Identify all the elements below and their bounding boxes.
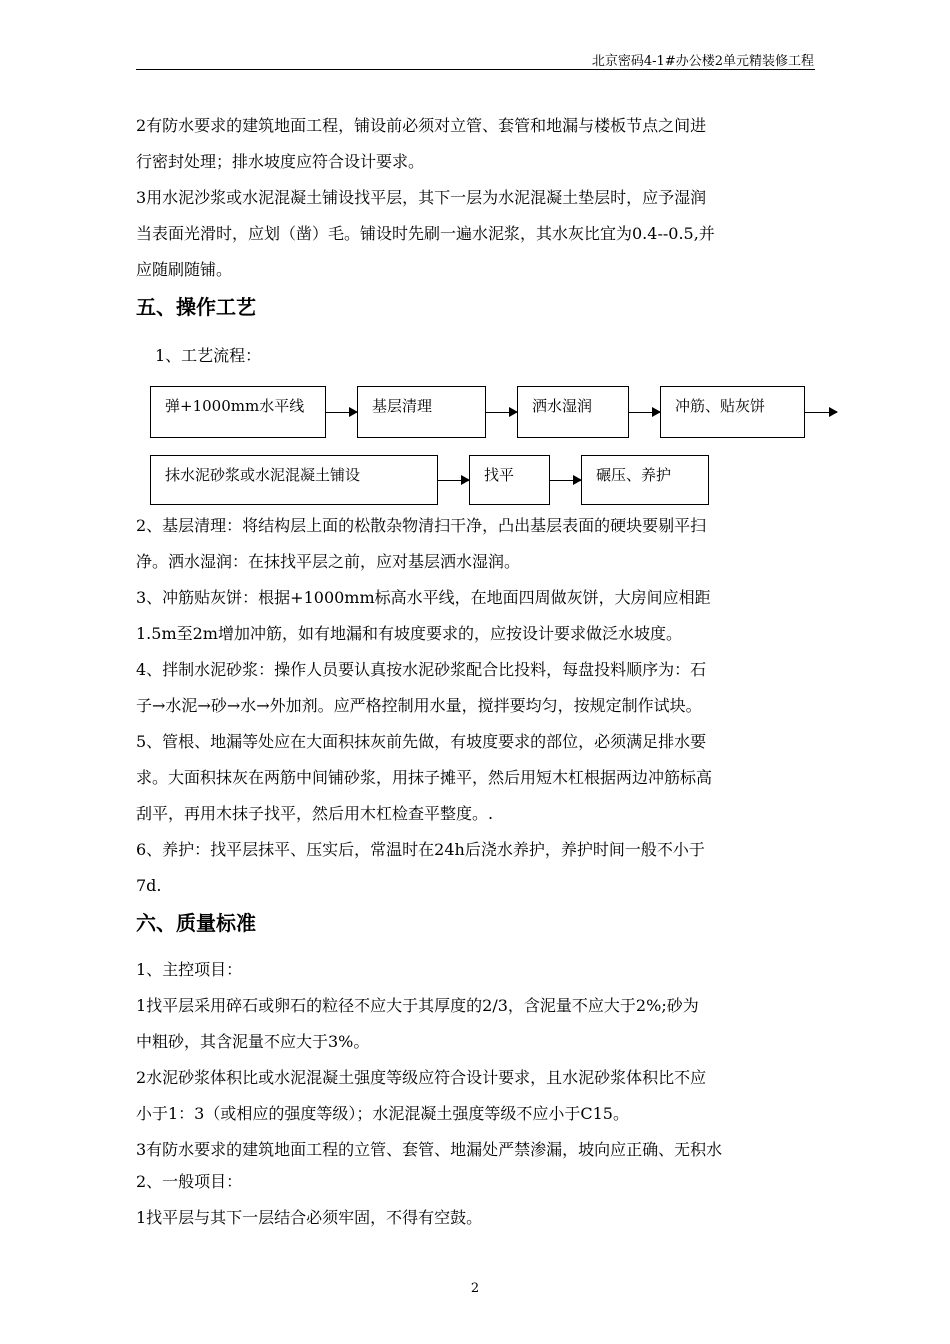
paragraph-line: 2、一般项目：: [136, 1172, 243, 1191]
section-heading-5: 五、操作工艺: [136, 295, 256, 319]
page-number: 2: [470, 1281, 480, 1296]
paragraph-line: 5、管根、地漏等处应在大面积抹灰前先做，有坡度要求的部位，必须满足排水要: [136, 732, 707, 751]
paragraph-line: 刮平，再用木抹子找平，然后用木杠检查平整度。.: [136, 804, 494, 823]
paragraph-line: 3有防水要求的建筑地面工程的立管、套管、地漏处严禁渗漏，坡向应正确、无积水: [136, 1140, 723, 1159]
paragraph-line: 子→水泥→砂→水→外加剂。应严格控制用水量，搅拌要均匀，按规定制作试块。: [136, 696, 702, 715]
paragraph-line: 2有防水要求的建筑地面工程，铺设前必须对立管、套管和地漏与楼板节点之间进: [136, 116, 707, 135]
paragraph-line: 当表面光滑时，应划（凿）毛。铺设时先刷一遍水泥浆，其水灰比宜为0.4--0.5,并: [136, 224, 715, 243]
paragraph-line: 3用水泥沙浆或水泥混凝土铺设找平层，其下一层为水泥混凝土垫层时，应予湿润: [136, 188, 707, 207]
paragraph-line: 中粗砂，其含泥量不应大于3%。: [136, 1032, 370, 1051]
paragraph-line: 小于1：3（或相应的强度等级）；水泥混凝土强度等级不应小于C15。: [136, 1104, 629, 1123]
flow-step-watering: 洒水湿润: [517, 386, 629, 438]
page-header: 北京密码4-1#办公楼2单元精装修工程: [591, 54, 814, 69]
paragraph-line: 4、拌制水泥砂浆：操作人员要认真按水泥砂浆配合比投料，每盘投料顺序为：石: [136, 660, 707, 679]
flow-arrow: [550, 480, 581, 481]
flow-arrow: [486, 412, 517, 413]
paragraph-line: 应随刷随铺。: [136, 260, 233, 279]
paragraph-line: 2水泥砂浆体积比或水泥混凝土强度等级应符合设计要求，且水泥砂浆体积比不应: [136, 1068, 707, 1087]
paragraph-line: 求。大面积抹灰在两筋中间铺砂浆，用抹子摊平，然后用短木杠根据两边冲筋标高: [136, 768, 713, 787]
flow-step-mortar-laying: 抹水泥砂浆或水泥混凝土铺设: [150, 455, 438, 505]
paragraph-line: 7d.: [136, 876, 162, 895]
flow-arrow: [438, 480, 469, 481]
header-divider: [136, 69, 815, 70]
paragraph-line: 6、养护：找平层抹平、压实后，常温时在24h后浇水养护，养护时间一般不小于: [136, 840, 705, 859]
paragraph-line: 1、主控项目：: [136, 960, 243, 979]
flow-arrow: [629, 412, 660, 413]
flow-step-screed-marks: 冲筋、贴灰饼: [660, 386, 805, 438]
flow-arrow: [326, 412, 357, 413]
flow-arrow: [805, 412, 837, 413]
paragraph-line: 1找平层与其下一层结合必须牢固，不得有空鼓。: [136, 1208, 483, 1227]
flow-step-leveling: 找平: [469, 455, 550, 505]
paragraph-line: 1找平层采用碎石或卵石的粒径不应大于其厚度的2/3，含泥量不应大于2%;砂为: [136, 996, 699, 1015]
paragraph-line: 1.5m至2m增加冲筋，如有地漏和有坡度要求的，应按设计要求做泛水坡度。: [136, 624, 682, 643]
paragraph-line: 2、基层清理：将结构层上面的松散杂物清扫干净，凸出基层表面的硬块要剔平扫: [136, 516, 707, 535]
flow-step-base-cleaning: 基层清理: [357, 386, 486, 438]
flow-title: 1、工艺流程：: [155, 346, 262, 365]
flow-step-compact-cure: 碾压、养护: [581, 455, 709, 505]
paragraph-line: 行密封处理；排水坡度应符合设计要求。: [136, 152, 425, 171]
section-heading-6: 六、质量标准: [136, 911, 256, 935]
flow-step-leveling-line: 弹+1000mm水平线: [150, 386, 326, 438]
paragraph-line: 3、冲筋贴灰饼：根据+1000mm标高水平线，在地面四周做灰饼，大房间应相距: [136, 588, 711, 607]
paragraph-line: 净。洒水湿润：在抹找平层之前，应对基层洒水湿润。: [136, 552, 521, 571]
